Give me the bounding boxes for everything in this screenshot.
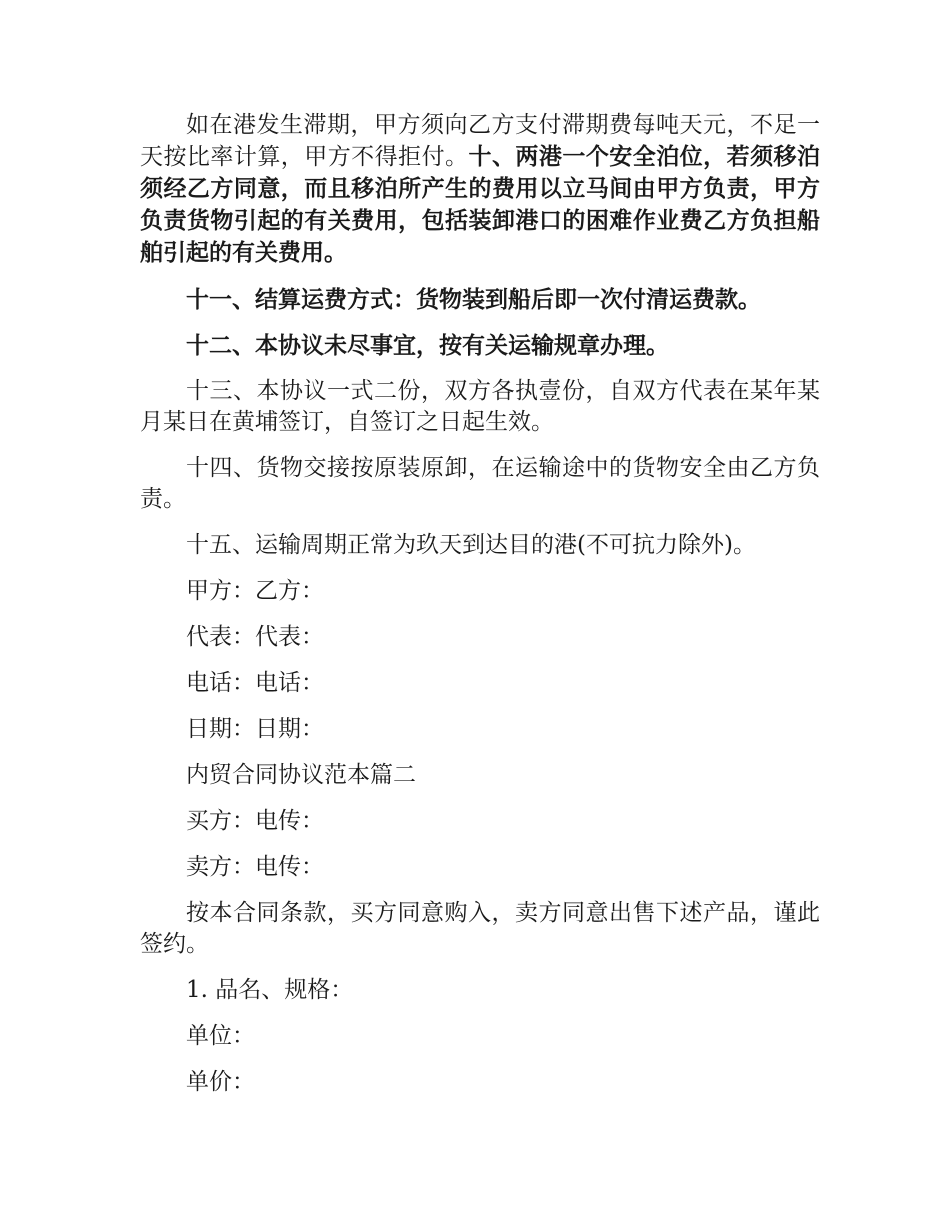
date-line: 日期：日期：	[186, 716, 324, 742]
representative-line: 代表：代表：	[186, 624, 324, 650]
party-line: 甲方：乙方：	[186, 578, 324, 604]
unit-price-line: 单价：	[186, 1069, 255, 1095]
section-heading-template-two: 内贸合同协议范本篇二	[186, 762, 416, 788]
phone-line: 电话：电话：	[186, 670, 324, 696]
buyer-line: 买方：电传：	[186, 808, 324, 834]
clause-eleven-payment: 十一、结算运费方式：货物装到船后即一次付清运费款。	[186, 286, 761, 313]
clause-ten-berth: 十、两港一个安全泊位，若须移泊须经乙方同意，而且移泊所产生的费用以立马间由甲方负责，甲方负责货物引起的有关费用，包括装卸港口的困难作业费乙方负担船舶引起的有关费用。	[140, 143, 821, 266]
demurrage-clause: 如在港发生滞期，甲方须向乙方支付滞期费每吨天元，不足一天按比率计算，甲方不得拒付。	[140, 112, 820, 170]
paragraph-demurrage-and-berth	[140, 110, 820, 269]
contract-intro-paragraph: 按本合同条款，买方同意购入，卖方同意出售下述产品，谨此签约。	[140, 900, 820, 957]
clause-twelve-other-matters: 十二、本协议未尽事宜，按有关运输规章办理。	[186, 332, 669, 359]
document-page	[140, 110, 820, 1113]
unit-line: 单位：	[186, 1023, 255, 1049]
clause-thirteen-copies: 十三、本协议一式二份，双方各执壹份，自双方代表在某年某月某日在黄埔签订，自签订之日起生效。	[140, 378, 820, 435]
clause-fifteen-transport-period: 十五、运输周期正常为玖天到达目的港(不可抗力除外)。	[186, 532, 756, 558]
seller-line: 卖方：电传：	[186, 854, 324, 880]
clause-fourteen-handover: 十四、货物交接按原装原卸，在运输途中的货物安全由乙方负责。	[140, 455, 820, 512]
item-name-spec-line: 1. 品名、规格：	[186, 977, 354, 1003]
